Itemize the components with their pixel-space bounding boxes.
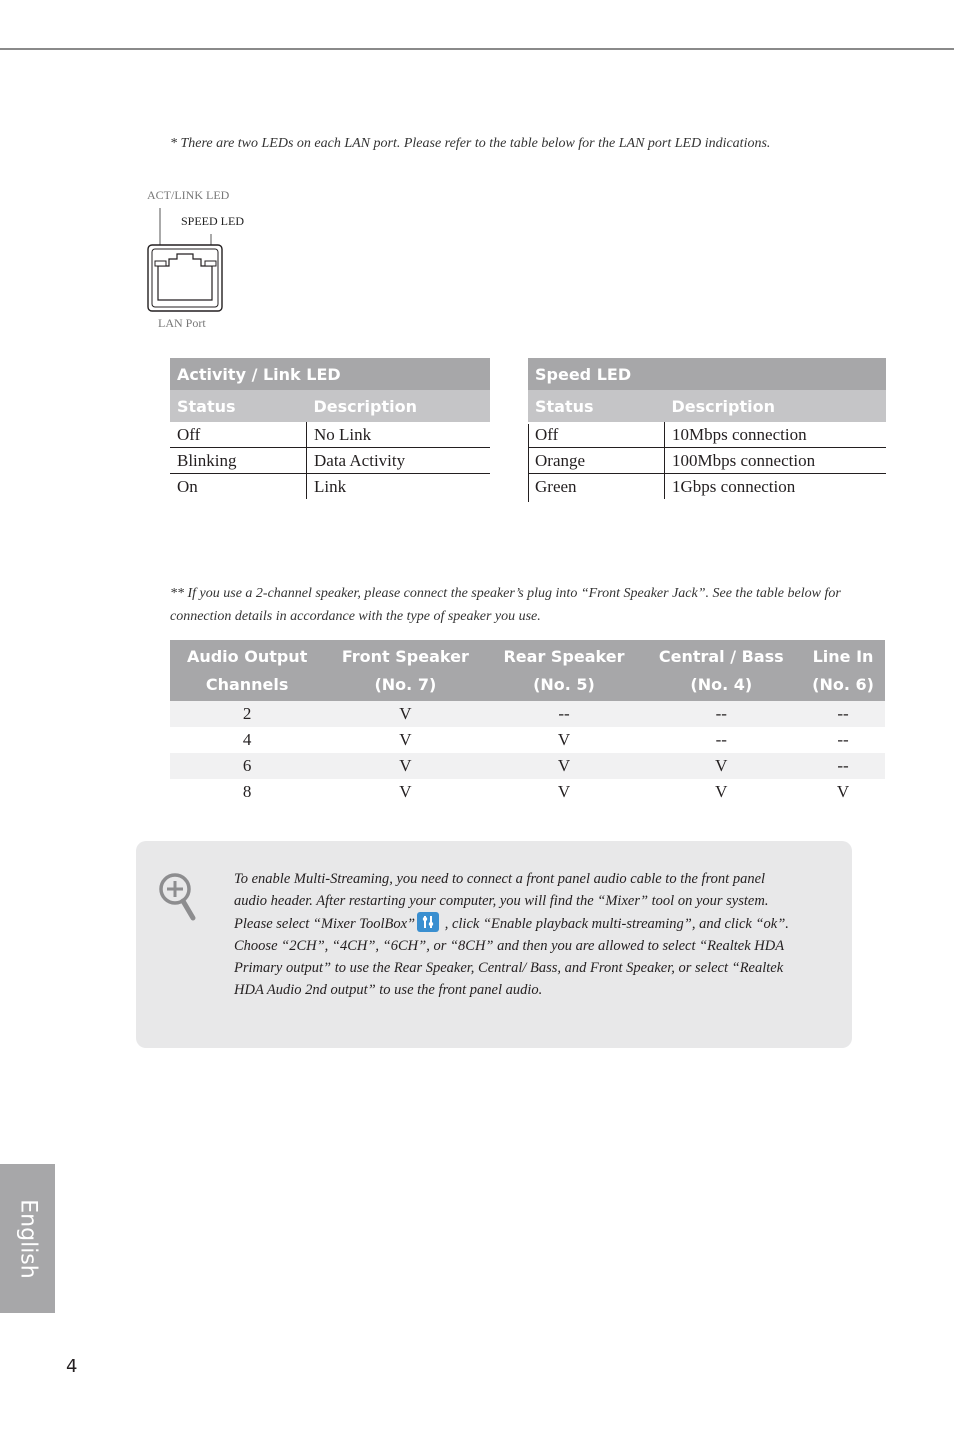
audio-cell: V <box>324 753 486 779</box>
speed-header-status: Status <box>528 390 665 422</box>
lan-port-label: LAN Port <box>158 316 206 330</box>
activity-header-description: Description <box>307 390 491 422</box>
audio-cell: V <box>836 782 850 801</box>
table-row <box>528 474 886 500</box>
speaker-note: ** If you use a 2-channel speaker, please connect the speaker’s plug into “Front Speaker Jack”. See the table below for connection details in accordance with the type of speaker you use. <box>170 586 841 624</box>
audio-cell: -- <box>641 701 801 727</box>
activity-link-led-table <box>170 358 490 499</box>
speed-status: Orange <box>528 448 665 474</box>
table-row <box>170 779 885 805</box>
activity-description: No Link <box>307 422 491 448</box>
audio-cell: V <box>399 730 412 749</box>
activity-table-title: Activity / Link LED <box>170 358 490 390</box>
language-tab <box>0 1164 55 1313</box>
activity-description: Data Activity <box>307 448 491 474</box>
audio-header-line-in: Line In (No. 6) <box>801 640 885 701</box>
speed-description: 10Mbps connection <box>665 422 887 448</box>
audio-cell: V <box>486 753 641 779</box>
table-row <box>528 448 886 474</box>
audio-header-channels: Audio Output Channels <box>170 640 324 701</box>
audio-cell: 8 <box>242 782 252 801</box>
speed-led-table <box>528 358 886 499</box>
table-row <box>170 753 885 779</box>
table-row <box>528 422 886 448</box>
audio-output-table <box>170 640 885 805</box>
audio-cell: -- <box>801 701 885 727</box>
lan-port-diagram <box>147 244 223 312</box>
table-row <box>170 701 885 727</box>
mixer-toolbox-icon <box>417 912 439 932</box>
table-row <box>170 422 490 448</box>
audio-cell: 6 <box>170 753 324 779</box>
activity-status: On <box>170 474 307 500</box>
speed-description: 100Mbps connection <box>665 448 887 474</box>
table-row <box>170 448 490 474</box>
lan-led-note: * There are two LEDs on each LAN port. Please refer to the table below for the LAN port LED indications. <box>170 136 771 151</box>
multi-streaming-instructions: To enable Multi-Streaming, you need to connect a front panel audio cable to the front panel audio header. After restarting your computer, you will find the “Mixer” tool on your system. Please select “Mixer ToolBox” , click “Enable playback multi-streaming”, and click “ok”. Choose “2CH”, “4CH”, “6CH”, or “8CH” and then you are allowed to select “Realtek HDA Primary output” to use the Rear Speaker, Central/ Bass, and Front Speaker, or select “Realtek HDA Audio 2nd output” to use the front panel audio. <box>234 871 789 998</box>
magnifier-plus-icon <box>158 869 198 923</box>
table-row <box>170 474 490 500</box>
activity-status: Blinking <box>170 448 307 474</box>
activity-header-status: Status <box>170 390 307 422</box>
audio-header-front-speaker: Front Speaker (No. 7) <box>324 640 486 701</box>
audio-cell: 2 <box>170 701 324 727</box>
audio-cell: -- <box>837 730 849 749</box>
audio-cell: -- <box>801 753 885 779</box>
page-number: 4 <box>66 1356 78 1377</box>
audio-cell: -- <box>715 730 727 749</box>
audio-cell: V <box>557 730 571 749</box>
audio-cell: V <box>641 753 801 779</box>
audio-cell: V <box>399 782 412 801</box>
speed-header-description: Description <box>665 390 887 422</box>
audio-cell: V <box>324 701 486 727</box>
speed-description: 1Gbps connection <box>672 476 796 496</box>
act-link-led-label: ACT/LINK LED <box>147 188 230 202</box>
language-tab-label: English <box>15 1198 40 1279</box>
multi-streaming-info-box <box>136 841 852 1048</box>
speed-status: Off <box>528 422 665 448</box>
audio-header-central-bass: Central / Bass (No. 4) <box>641 640 801 701</box>
top-rule <box>0 48 954 50</box>
audio-header-rear-speaker: Rear Speaker (No. 5) <box>486 640 641 701</box>
speed-led-label: SPEED LED <box>181 214 244 228</box>
table-row <box>170 727 885 753</box>
audio-cell: V <box>715 782 728 801</box>
speed-status: Green <box>528 474 665 500</box>
audio-cell: -- <box>486 701 641 727</box>
audio-cell: V <box>557 782 571 801</box>
audio-cell: 4 <box>242 730 252 749</box>
activity-description: Link <box>314 476 347 496</box>
activity-status: Off <box>170 422 307 448</box>
speed-table-title: Speed LED <box>528 358 886 390</box>
